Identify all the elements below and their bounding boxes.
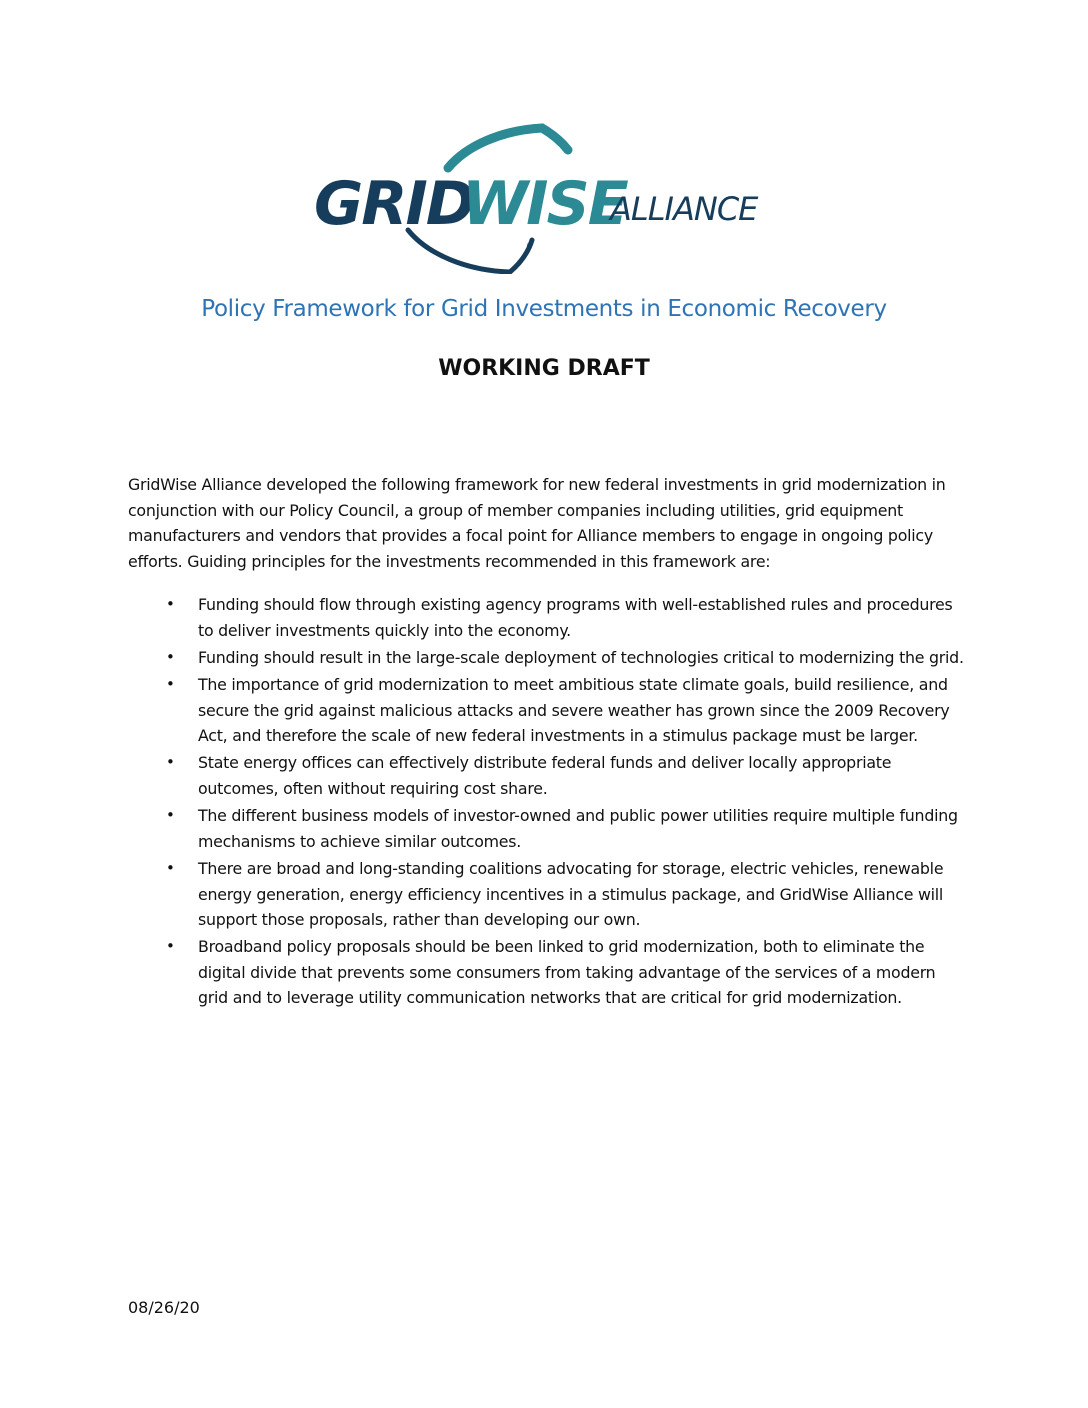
- bullet-icon: •: [166, 806, 175, 825]
- document-title: Policy Framework for Grid Investments in Economic Recovery: [201, 296, 887, 322]
- list-item-text: The different business models of investor-owned and public power utilities require multiple funding mechanisms to achieve similar outcomes.: [198, 806, 958, 851]
- list-item: [128, 750, 968, 801]
- draft-status: WORKING DRAFT: [438, 356, 650, 381]
- list-item: [128, 592, 968, 643]
- principles-list: [128, 592, 968, 1013]
- bullet-icon: •: [166, 647, 175, 666]
- list-item-text: Funding should flow through existing agency programs with well-established rules and procedures to deliver investments quickly into the economy.: [198, 595, 953, 640]
- bullet-icon: •: [166, 674, 175, 693]
- svg-text:GRID: GRID: [314, 169, 474, 239]
- svg-text:ALLIANCE: ALLIANCE: [610, 190, 758, 228]
- list-item: [128, 672, 968, 749]
- list-item: [128, 934, 968, 1011]
- gridwise-alliance-logo: [310, 122, 790, 274]
- list-item: [128, 645, 968, 671]
- bullet-icon: •: [166, 937, 175, 956]
- list-item: [128, 856, 968, 933]
- document-date: 08/26/20: [128, 1298, 200, 1317]
- list-item-text: Broadband policy proposals should be been linked to grid modernization, both to eliminate the digital divide that prevents some consumers from taking advantage of the services of a modern grid and to leverage utility communication networks that are critical for grid modernization.: [198, 937, 936, 1008]
- svg-text:®: ®: [526, 242, 533, 250]
- list-item-text: State energy offices can effectively distribute federal funds and deliver locally appropriate outcomes, often without requiring cost share.: [198, 753, 892, 798]
- bullet-icon: •: [166, 858, 175, 877]
- list-item-text: There are broad and long-standing coalitions advocating for storage, electric vehicles, renewable energy generation, energy efficiency incentives in a stimulus package, and GridWise Alliance will support those proposals, rather than developing our own.: [198, 858, 944, 930]
- list-item-text: The importance of grid modernization to meet ambitious state climate goals, build resilience, and secure the grid against malicious attacks and severe weather has grown since the 2009 Recovery Act, and therefore the scale of new federal investments in a stimulus package must be larger.: [198, 674, 950, 746]
- svg-text:WISE: WISE: [462, 169, 627, 239]
- list-item-text: Funding should result in the large-scale deployment of technologies critical to modernizing the grid.: [198, 647, 964, 667]
- intro-paragraph: GridWise Alliance developed the following framework for new federal investments in grid modernization in conjunction with our Policy Council, a group of member companies including utilities, grid equipment manufacturers and vendors that provides a focal point for Alliance members to engage in ongoing policy efforts. Guiding principles for the investments recommended in this framework are:: [128, 475, 946, 571]
- bullet-icon: •: [166, 753, 175, 772]
- bullet-icon: •: [166, 595, 175, 613]
- list-item: [128, 803, 968, 854]
